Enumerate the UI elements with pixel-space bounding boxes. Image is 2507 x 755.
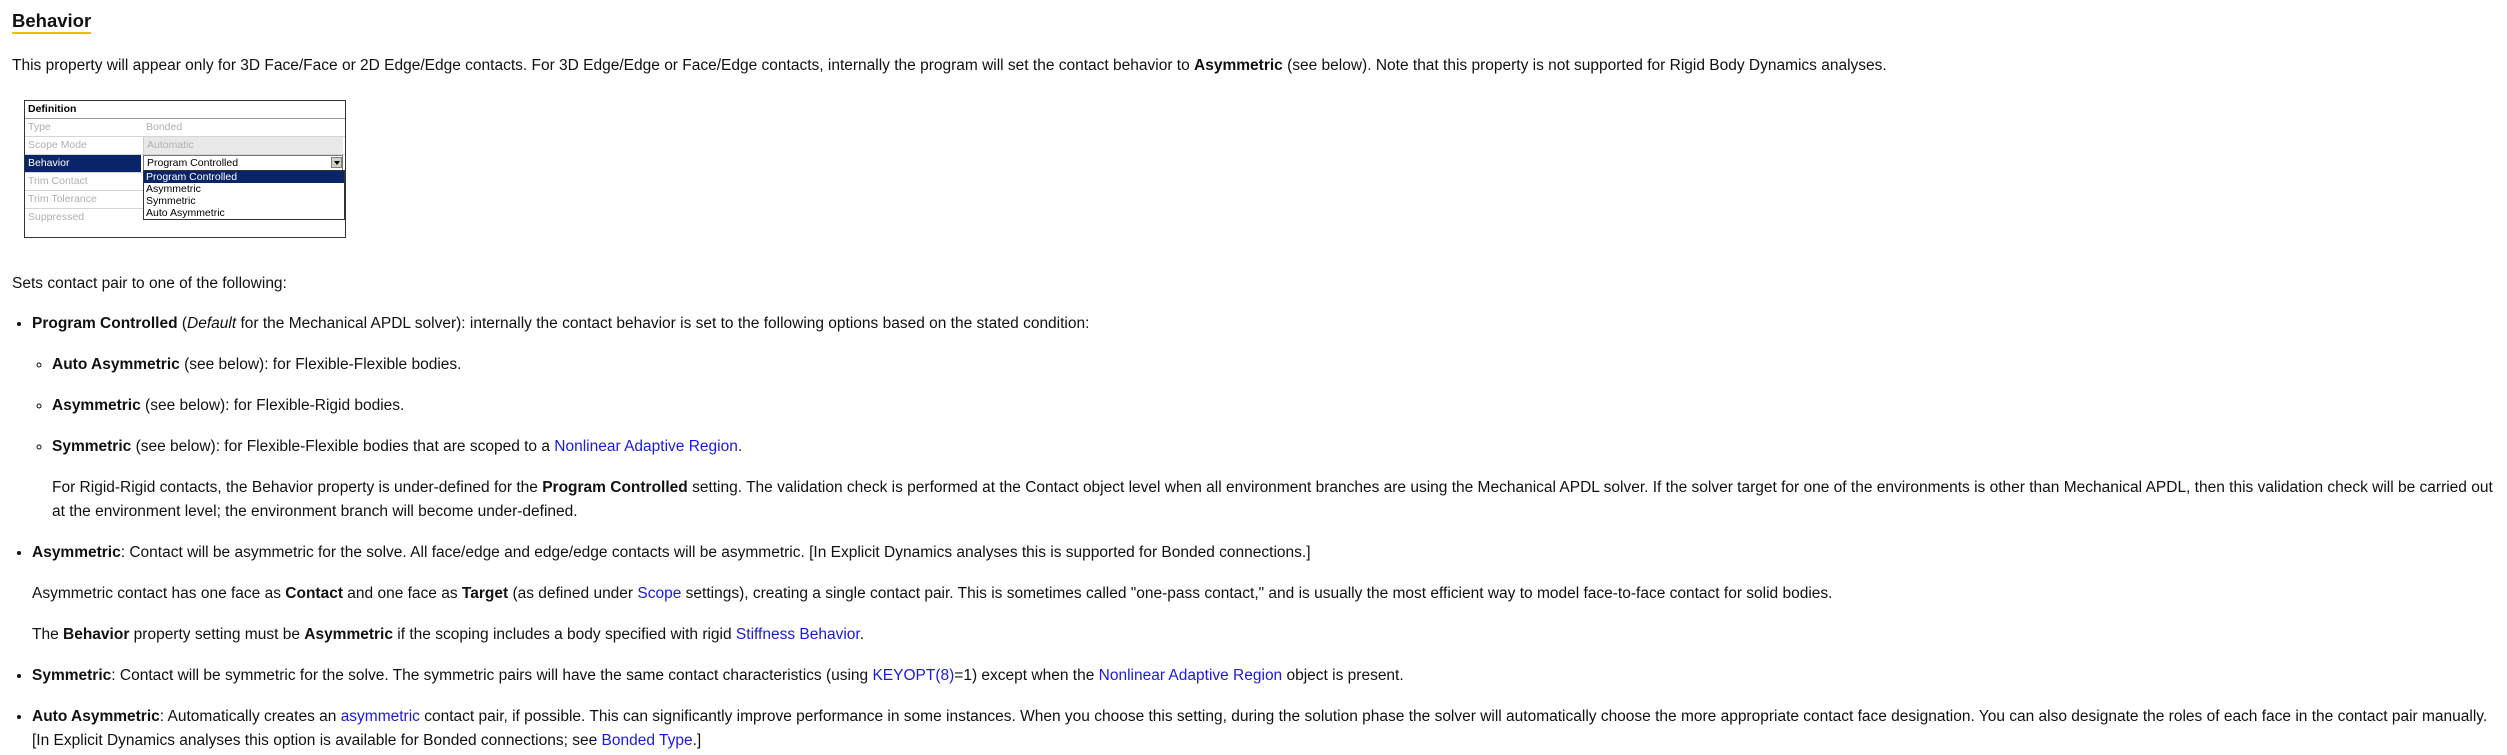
term: Auto Asymmetric bbox=[32, 708, 160, 725]
term: Program Controlled bbox=[542, 479, 688, 496]
sub-item-symmetric bbox=[52, 435, 2502, 524]
rigid-note bbox=[52, 476, 2502, 524]
term: Asymmetric bbox=[304, 626, 393, 643]
option-program-controlled: Program Controlled bbox=[144, 171, 344, 183]
behavior-options-list bbox=[143, 170, 345, 220]
text: (see below): for Flexible-Flexible bodies that are scoped to a bbox=[131, 438, 555, 455]
text: : Automatically creates an bbox=[159, 708, 341, 725]
definition-row-type bbox=[25, 119, 345, 137]
text: (as defined under bbox=[508, 585, 638, 602]
text: ( bbox=[177, 315, 188, 332]
sub-list bbox=[32, 353, 2502, 524]
text: (see below): for Flexible-Rigid bodies. bbox=[140, 397, 405, 414]
section-heading: Behavior bbox=[12, 10, 91, 34]
text: . bbox=[859, 626, 865, 643]
term: Symmetric bbox=[32, 667, 112, 684]
text: : Contact will be symmetric for the solve. The symmetric pairs will have the same contact characteristics (using bbox=[111, 667, 873, 684]
scope-link[interactable]: Scope bbox=[637, 585, 682, 602]
behavior-options-description bbox=[12, 312, 2502, 753]
list-item-asymmetric bbox=[32, 541, 2502, 647]
text: property setting must be bbox=[129, 626, 305, 643]
nonlinear-adaptive-region-link[interactable]: Nonlinear Adaptive Region bbox=[554, 438, 738, 455]
definition-header: Definition bbox=[25, 101, 345, 119]
option-symmetric: Symmetric bbox=[146, 195, 196, 207]
text: The bbox=[32, 626, 64, 643]
term: Behavior bbox=[63, 626, 130, 643]
text: =1) except when the bbox=[954, 667, 1099, 684]
definition-row-scope-mode bbox=[25, 137, 345, 155]
row-key: Trim Tolerance bbox=[28, 193, 97, 205]
term: Asymmetric bbox=[32, 544, 121, 561]
bonded-type-link[interactable]: Bonded Type bbox=[601, 732, 693, 749]
text: if the scoping includes a body specified with rigid bbox=[393, 626, 736, 643]
term: Symmetric bbox=[52, 438, 132, 455]
text: For Rigid-Rigid contacts, the Behavior property is under-defined for the bbox=[52, 479, 543, 496]
behavior-dropdown: Program Controlled bbox=[143, 155, 343, 172]
row-value: Automatic bbox=[143, 137, 343, 154]
stiffness-behavior-link[interactable]: Stiffness Behavior bbox=[735, 626, 860, 643]
term: Asymmetric bbox=[52, 397, 141, 414]
intro-paragraph bbox=[12, 54, 1887, 78]
row-key: Scope Mode bbox=[28, 139, 87, 151]
keyopt-link[interactable]: KEYOPT(8) bbox=[872, 667, 955, 684]
row-value: Bonded bbox=[146, 121, 183, 133]
term: Auto Asymmetric bbox=[52, 356, 180, 373]
option-auto-asymmetric: Auto Asymmetric bbox=[146, 207, 225, 219]
text: object is present. bbox=[1282, 667, 1404, 684]
asymmetric-rigid-note bbox=[32, 623, 2502, 647]
asymmetric-link[interactable]: asymmetric bbox=[340, 708, 420, 725]
row-key: Behavior bbox=[25, 155, 141, 172]
sub-item-asymmetric bbox=[52, 394, 2502, 418]
term: Target bbox=[461, 585, 509, 602]
text: .] bbox=[692, 732, 702, 749]
text: for the Mechanical APDL solver): internally the contact behavior is set to the following options based on the stated condition: bbox=[236, 315, 1090, 332]
nonlinear-adaptive-region-link[interactable]: Nonlinear Adaptive Region bbox=[1098, 667, 1283, 684]
text: : Contact will be asymmetric for the solve. All face/edge and edge/edge contacts will be asymmetric. [In Explicit Dynamics analyses this is supported for Bonded connections.] bbox=[120, 544, 1311, 561]
text: settings), creating a single contact pair. This is sometimes called "one-pass contact," and is usually the most efficient way to model face-to-face contact for solid bodies. bbox=[681, 585, 1833, 602]
asymmetric-detail bbox=[32, 582, 2502, 606]
text: Asymmetric contact has one face as bbox=[32, 585, 286, 602]
sub-item-auto-asymmetric bbox=[52, 353, 2502, 377]
row-key: Type bbox=[28, 121, 51, 133]
list-item-program-controlled bbox=[32, 312, 2502, 524]
intro-bold: Asymmetric bbox=[1194, 57, 1283, 74]
row-key: Suppressed bbox=[28, 211, 85, 223]
document-page bbox=[12, 10, 2493, 749]
italic-term: Default bbox=[187, 315, 237, 332]
definition-panel-image bbox=[24, 100, 346, 238]
intro-text: This property will appear only for 3D Face/Face or 2D Edge/Edge contacts. For 3D Edge/Edge or Face/Edge contacts, internally the program will set the contact behavior to bbox=[12, 57, 1195, 74]
term: Contact bbox=[285, 585, 343, 602]
text: . bbox=[737, 438, 743, 455]
chevron-down-icon bbox=[331, 157, 342, 168]
option-asymmetric: Asymmetric bbox=[146, 183, 201, 195]
text: and one face as bbox=[342, 585, 462, 602]
intro-text-end: (see below). Note that this property is not supported for Rigid Body Dynamics analyses. bbox=[1282, 57, 1887, 74]
text: setting. The validation check is performed at the Contact object level when all environment branches are using the Mechanical APDL solver. If the solver target for one of the environments is other than Mechanical APDL, then this validation check will be carried out at the environment level; the environment branch will become under-defined. bbox=[52, 479, 2493, 520]
sets-paragraph: Sets contact pair to one of the following: bbox=[12, 275, 287, 292]
row-key: Trim Contact bbox=[28, 175, 88, 187]
list-item-symmetric bbox=[32, 664, 2502, 688]
term: Program Controlled bbox=[32, 315, 178, 332]
list-item-auto-asymmetric bbox=[32, 705, 2502, 753]
text: contact pair, if possible. This can significantly improve performance in some instances. When you choose this setting, during the solution phase the solver will automatically choose the more appropriate contact face designation. You can also designate the roles of each face in the contact pair manually. [In Explicit Dynamics analyses this option is available for Bonded connections; see bbox=[32, 708, 2488, 749]
text: (see below): for Flexible-Flexible bodies. bbox=[179, 356, 462, 373]
